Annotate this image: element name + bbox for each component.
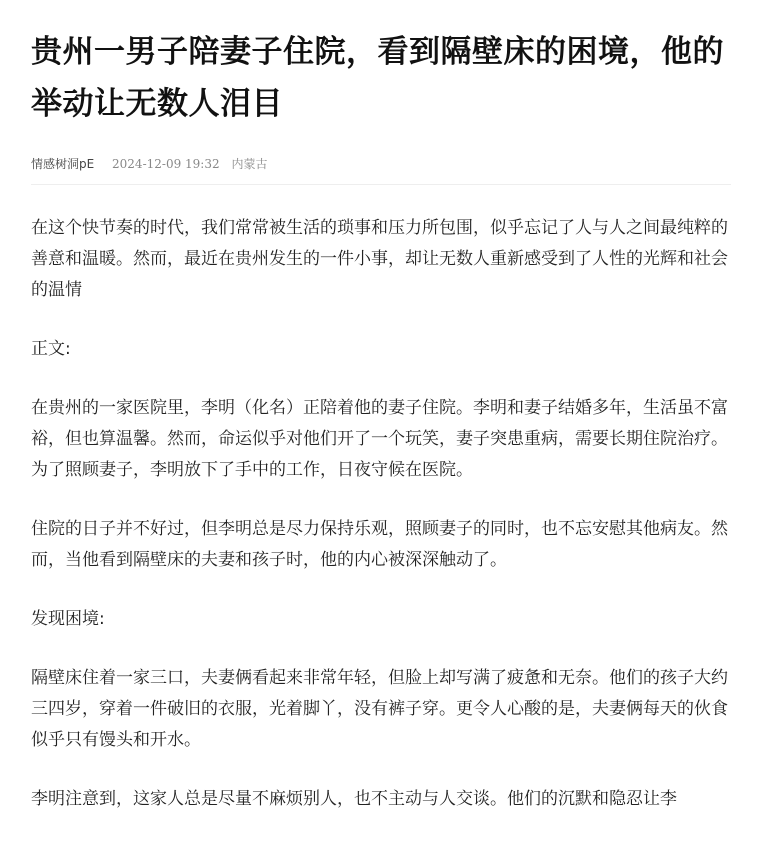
article-body bbox=[31, 213, 731, 815]
publish-time: 2024-12-09 19:32 bbox=[112, 157, 220, 171]
section-heading-main: 正文: bbox=[31, 339, 71, 359]
paragraph-notice: 李明注意到，这家人总是尽量不麻烦别人，也不主动与人交谈。他们的沉默和隐忍让李 bbox=[31, 789, 677, 809]
author-name[interactable]: 情感树洞pE bbox=[31, 157, 95, 171]
article-meta bbox=[31, 154, 731, 174]
paragraph-neighbors: 住院的日子并不好过，但李明总是尽力保持乐观，照顾妻子的同时，也不忘安慰其他病友。然而，当他看到隔壁床的夫妻和孩子时，他的内心被深深触动了。 bbox=[31, 519, 728, 570]
article-title: 贵州一男子陪妻子住院，看到隔壁床的困境，他的举动让无数人泪目 bbox=[31, 34, 724, 122]
paragraph-intro: 在这个快节奏的时代，我们常常被生活的琐事和压力所包围，似乎忘记了人与人之间最纯粹的善意和温暖。然而，最近在贵州发生的一件小事，却让无数人重新感受到了人性的光辉和社会的温情 bbox=[31, 218, 728, 300]
paragraph-hospital: 在贵州的一家医院里，李明（化名）正陪着他的妻子住院。李明和妻子结婚多年，生活虽不富裕，但也算温馨。然而，命运似乎对他们开了一个玩笑，妻子突患重病，需要长期住院治疗。为了照顾妻子，李明放下了手中的工作，日夜守候在医院。 bbox=[31, 398, 728, 480]
paragraph-family: 隔壁床住着一家三口，夫妻俩看起来非常年轻，但脸上却写满了疲惫和无奈。他们的孩子大约三四岁，穿着一件破旧的衣服，光着脚丫，没有裤子穿。更令人心酸的是，夫妻俩每天的伙食似乎只有馒头和开水。 bbox=[31, 668, 728, 750]
publish-location: 内蒙古 bbox=[231, 157, 268, 171]
meta-divider bbox=[31, 184, 731, 185]
article bbox=[31, 26, 731, 843]
section-heading-discovery: 发现困境: bbox=[31, 609, 105, 629]
